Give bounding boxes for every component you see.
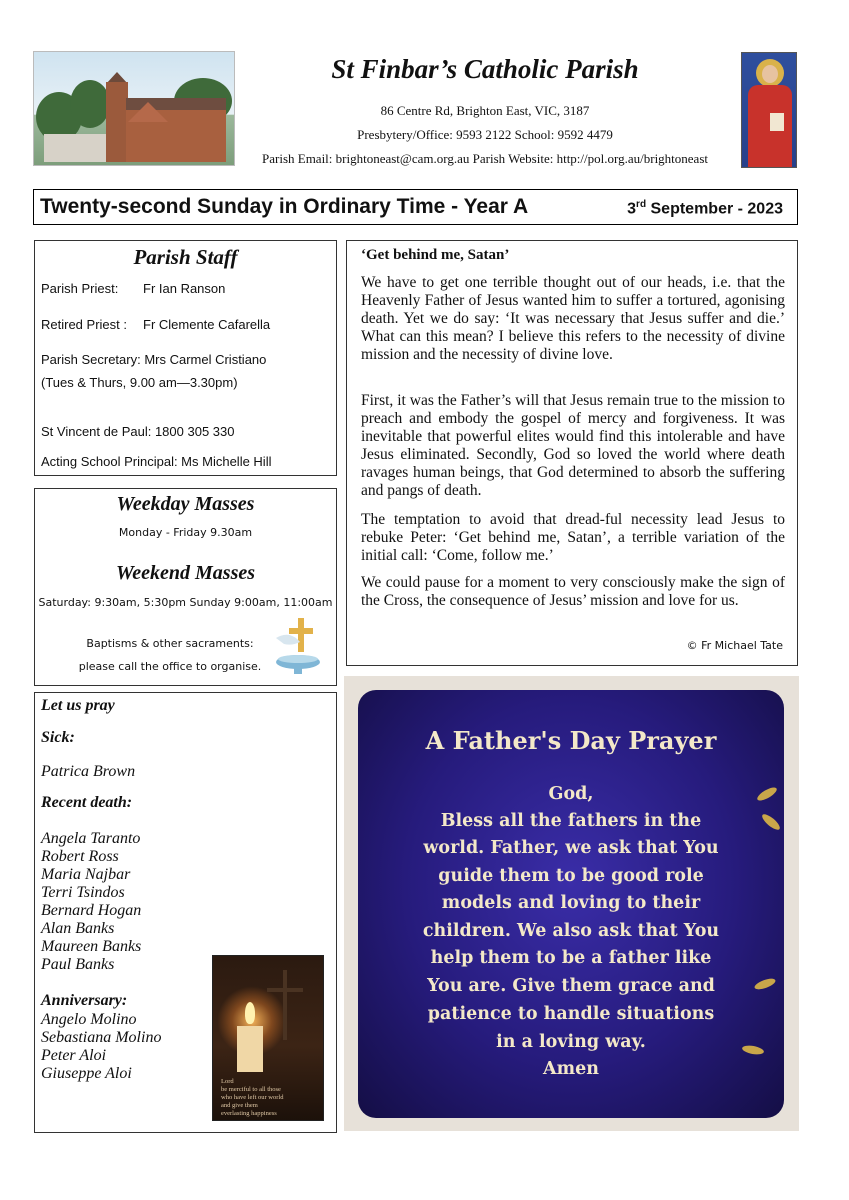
saint-image	[741, 52, 797, 168]
anniversary-name: Peter Aloi	[41, 1047, 107, 1064]
weekday-masses-heading: Weekday Masses	[116, 493, 255, 515]
reflection-paragraph: We have to get one terrible thought out of our heads, i.e. that the Heavenly Father of Jesus wanted him to suffer a tortured, agonising death. Yet we do say: ‘It was necessary that Jesus suffer and die.’ What can this mean? I believe this refers to the necessity of divine mission and the necessity of divine love.	[361, 274, 785, 363]
parish-address: 86 Centre Rd, Brighton East, VIC, 3187	[380, 103, 590, 118]
weekend-masses-heading: Weekend Masses	[115, 562, 256, 584]
candle-card-line: everlasting happiness	[221, 1110, 277, 1117]
retired-priest: Fr Clemente Cafarella	[143, 317, 271, 332]
prayer-title: A Father's Day Prayer	[425, 726, 717, 755]
reflection-box	[346, 240, 798, 666]
candle-card-line: and give them	[221, 1102, 258, 1109]
reflection-paragraph: First, it was the Father’s will that Jesus remain true to the mission to preach and embody the gospel of mercy and forgiveness. It was inevitable that powerful elites would find this intolerable and have Jesus eliminated. Secondly, God so loved the world where death ravages human beings, that God determined to absorb the suffering and pangs of death.	[361, 392, 785, 499]
prayer-line: models and loving to their	[441, 893, 701, 913]
parish-priest-label: Parish Priest:	[41, 281, 119, 296]
candle-card-line: be merciful to all those	[221, 1086, 281, 1093]
prayer-line: world. Father, we ask that You	[423, 838, 719, 858]
prayer-line: patience to handle situations	[427, 1004, 715, 1024]
parish-secretary: Parish Secretary: Mrs Carmel Cristiano	[41, 352, 267, 367]
candle-card-line: who have left our world	[221, 1094, 284, 1101]
sick-heading: Sick:	[41, 729, 75, 746]
prayer-line: Amen	[543, 1059, 599, 1079]
anniversary-name: Sebastiana Molino	[41, 1029, 162, 1046]
secretary-hours: (Tues & Thurs, 9.00 am—3.30pm)	[41, 375, 238, 390]
parish-title: St Finbar’s Catholic Parish	[331, 54, 639, 84]
reflection-credit: © Fr Michael Tate	[686, 639, 783, 652]
weekday-mass-times: Monday - Friday 9.30am	[118, 526, 253, 539]
bulletin-date: 3rd September - 2023	[627, 199, 783, 218]
parish-contact: Parish Email: brightoneast@cam.org.au Parish Website: http://pol.org.au/brightoneast	[262, 151, 708, 166]
liturgical-date-bar	[33, 189, 798, 225]
recent-death-heading: Recent death:	[41, 794, 133, 811]
prayer-line: God,	[548, 784, 594, 804]
deceased-name: Paul Banks	[41, 956, 115, 973]
dove-baptism-icon	[272, 616, 324, 676]
sick-name: Patrica Brown	[41, 763, 136, 780]
deceased-name: Maria Najbar	[41, 866, 131, 883]
prayer-line: in a loving way.	[496, 1032, 646, 1052]
deceased-name: Alan Banks	[41, 920, 115, 937]
candle-prayer-card	[212, 955, 324, 1121]
deceased-name: Angela Taranto	[41, 830, 141, 847]
weekend-mass-times: Saturday: 9:30am, 5:30pm Sunday 9:00am, 11:00am	[38, 596, 333, 609]
prayer-line: children. We also ask that You	[422, 921, 720, 941]
reflection-paragraph: We could pause for a moment to very consciously make the sign of the Cross, the consequence of Jesus’ mission and love for us.	[361, 574, 785, 609]
let-us-pray-heading: Let us pray	[41, 697, 115, 714]
candle-card-line: Lord	[221, 1078, 234, 1085]
anniversary-heading: Anniversary:	[41, 992, 128, 1009]
parish-phones: Presbytery/Office: 9593 2122 School: 9592 4479	[357, 127, 613, 142]
st-vincent-de-paul: St Vincent de Paul: 1800 305 330	[41, 424, 235, 439]
sacraments-note-2: please call the office to organise.	[78, 660, 262, 673]
sacraments-note-1: Baptisms & other sacraments:	[86, 637, 254, 650]
parish-staff-box	[34, 240, 337, 476]
prayer-line: You are. Give them grace and	[427, 976, 715, 996]
fathers-day-prayer-image	[344, 676, 799, 1131]
prayer-line: Bless all the fathers in the	[440, 811, 702, 831]
deceased-name: Bernard Hogan	[41, 902, 142, 919]
church-photo	[33, 51, 235, 166]
sunday-title: Twenty-second Sunday in Ordinary Time - Year A	[40, 195, 529, 218]
prayer-card	[358, 690, 784, 1118]
reflection-paragraph: The temptation to avoid that dread-ful necessity lead Jesus to rebuke Peter: ‘Get behind me, Satan’, a terrible variation of the initial call: ‘Come, follow me.’	[361, 511, 785, 564]
staff-heading: Parish Staff	[133, 245, 238, 269]
school-principal: Acting School Principal: Ms Michelle Hill	[41, 454, 272, 469]
parish-priest: Fr Ian Ranson	[143, 281, 226, 296]
anniversary-name: Angelo Molino	[41, 1011, 137, 1028]
reflection-heading: ‘Get behind me, Satan’	[361, 247, 510, 263]
deceased-name: Maureen Banks	[41, 938, 142, 955]
retired-priest-label: Retired Priest :	[41, 317, 127, 332]
anniversary-name: Giuseppe Aloi	[41, 1065, 132, 1082]
deceased-name: Robert Ross	[41, 848, 119, 865]
prayer-line: help them to be a father like	[430, 948, 712, 968]
deceased-name: Terri Tsindos	[41, 884, 125, 901]
prayer-line: guide them to be good role	[438, 866, 704, 886]
